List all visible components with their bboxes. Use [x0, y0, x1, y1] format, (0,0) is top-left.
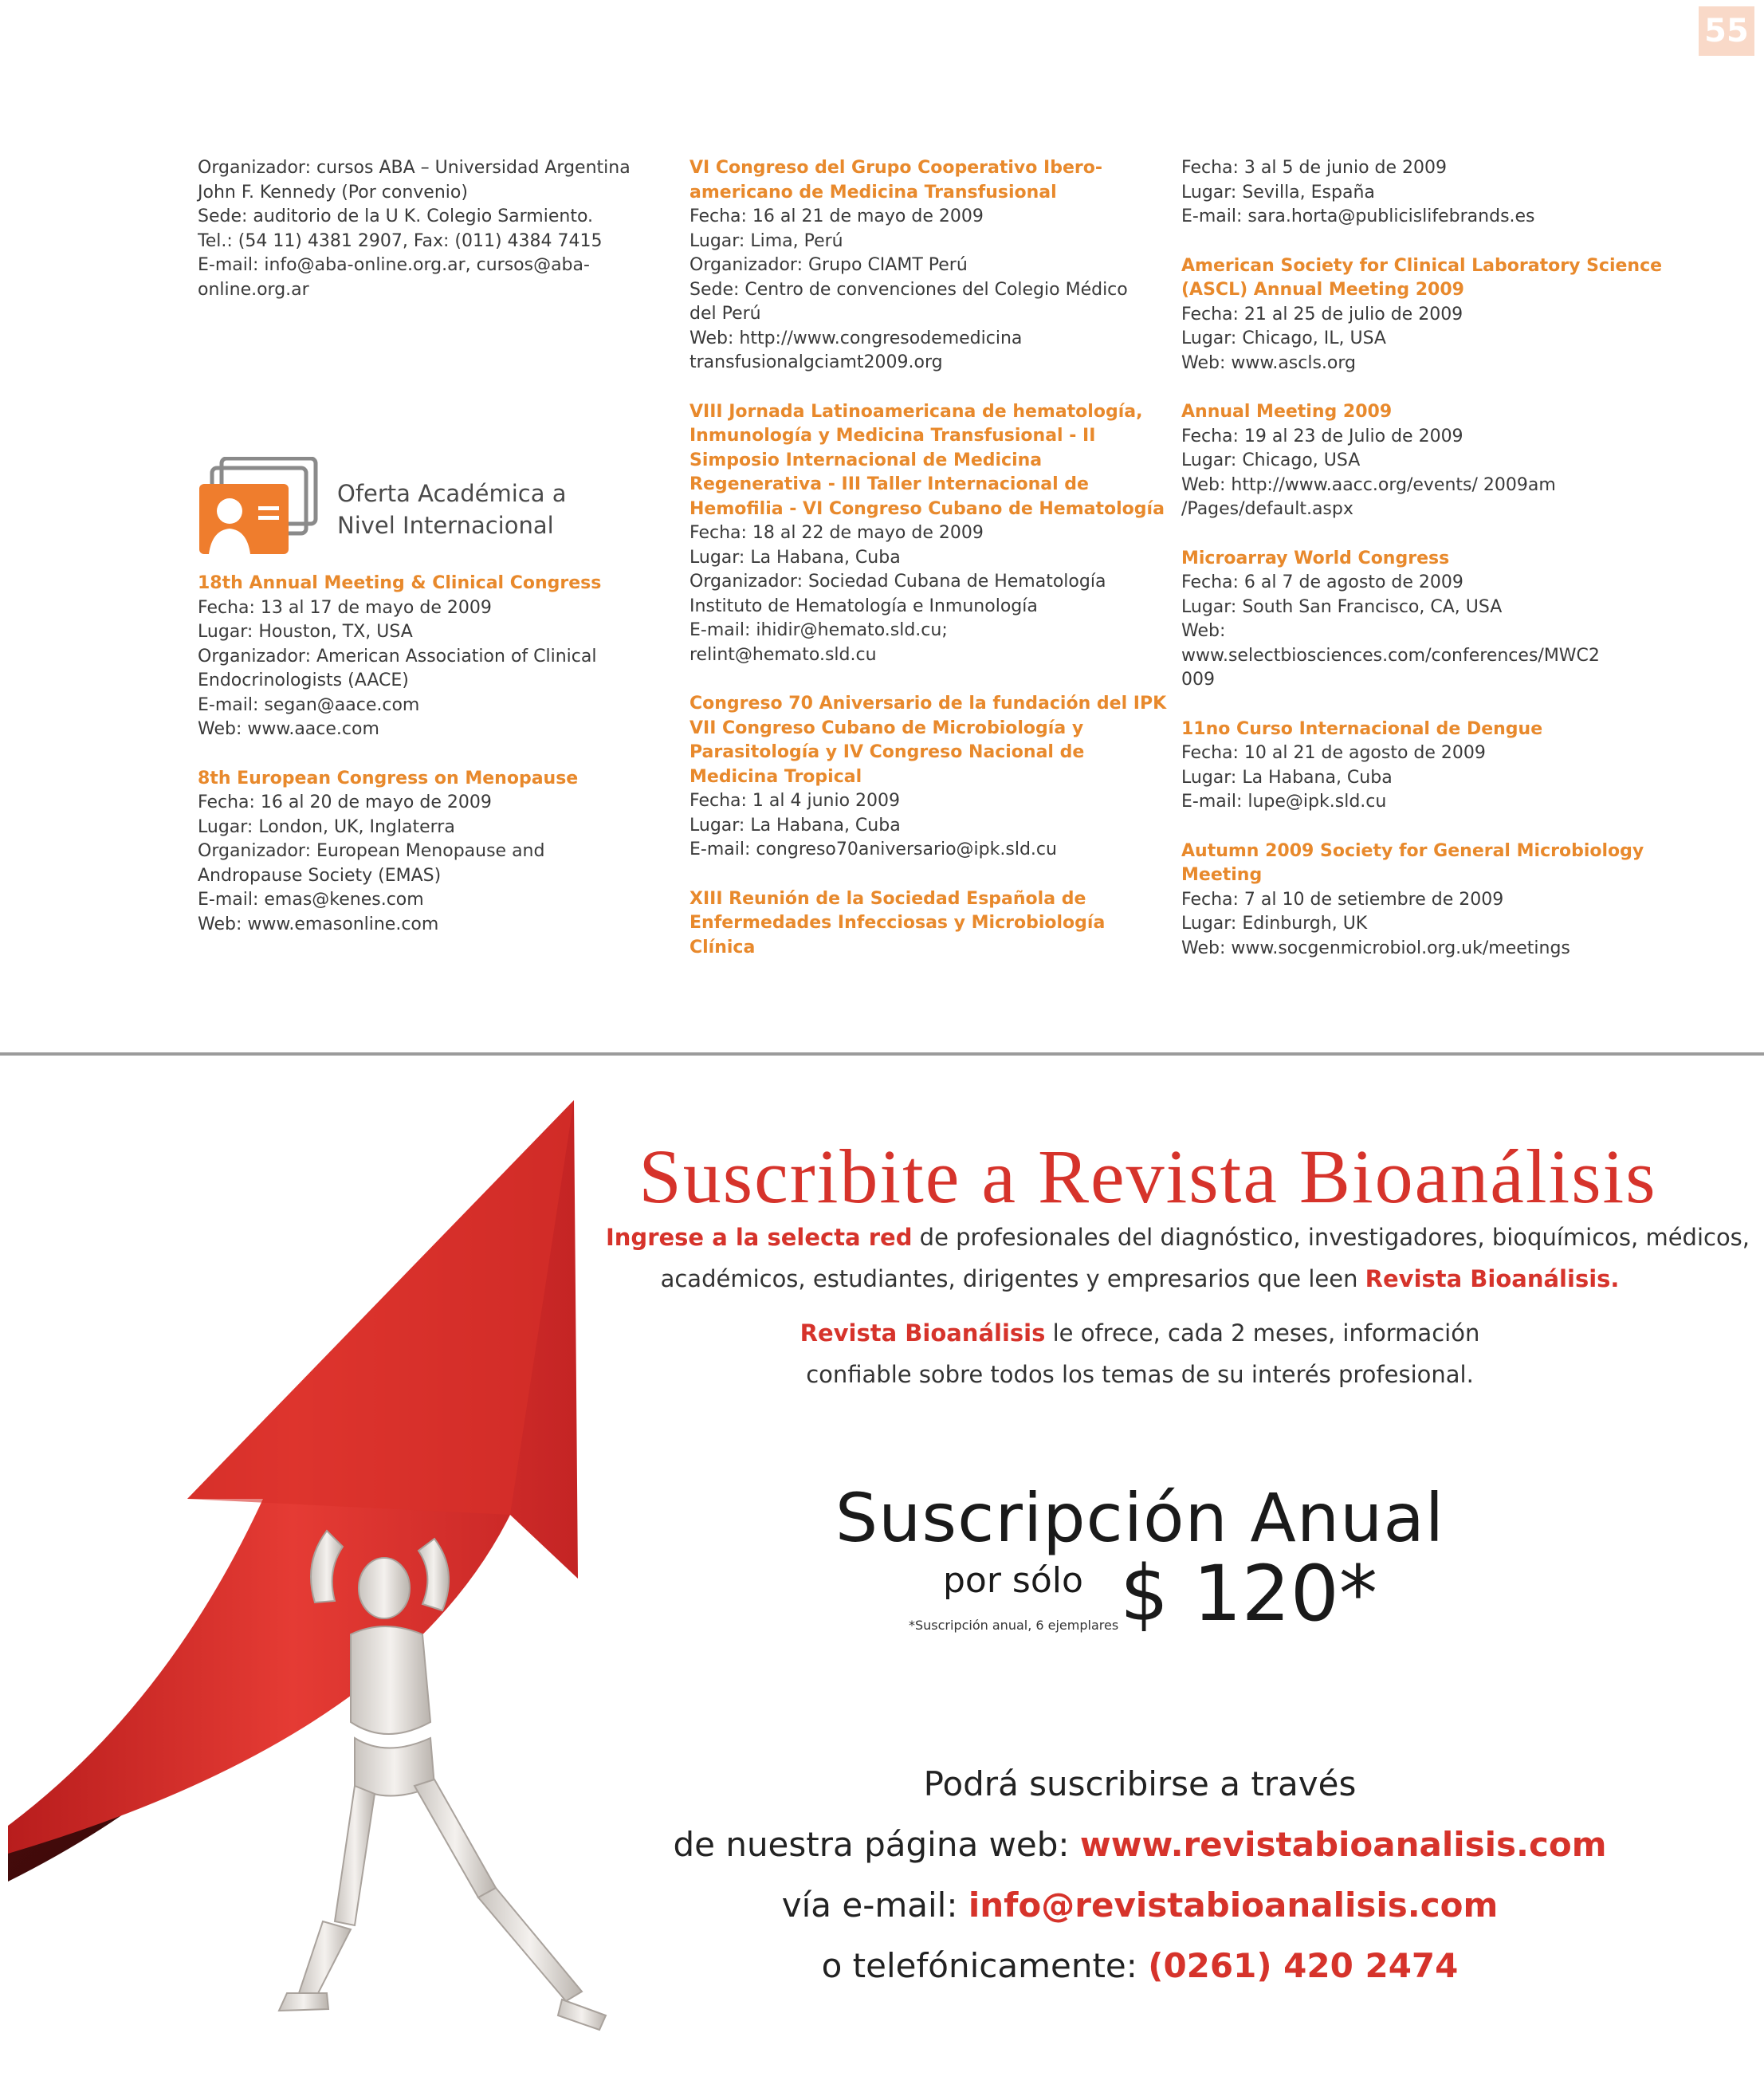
intro-line: Organizador: cursos ABA – Universidad Argentina	[198, 158, 631, 178]
ad-text-3: le ofrece, cada 2 meses, información	[1045, 1319, 1480, 1347]
event-detail: Lugar: Sevilla, España	[1181, 182, 1375, 203]
event-title: American Society for Clinical Laboratory Science	[1181, 255, 1663, 276]
event-detail: Lugar: South San Francisco, CA, USA	[1181, 596, 1503, 617]
ad-text-2: académicos, estudiantes, dirigentes y empresarios que leen	[660, 1265, 1365, 1292]
event-entry	[1181, 718, 1628, 815]
event-detail: Fecha: 1 al 4 junio 2009	[689, 791, 901, 811]
page-number: 55	[1699, 6, 1754, 56]
intro-line: John F. Kennedy (Por convenio)	[198, 182, 468, 203]
event-detail: Lugar: La Habana, Cuba	[1181, 767, 1393, 788]
offer-line-1: Oferta Académica a	[337, 480, 567, 507]
event-detail: 009	[1181, 670, 1215, 690]
event-title: Hemofilia - VI Congreso Cubano de Hematología	[689, 498, 1165, 519]
event-detail: relint@hemato.sld.cu	[689, 644, 877, 665]
ad-headline: Suscribite a Revista Bioanálisis	[638, 1134, 1657, 1219]
event-detail: Andropause Society (EMAS)	[198, 865, 442, 886]
event-title: americano de Medicina Transfusional	[689, 182, 1057, 203]
event-title: Congreso 70 Aniversario de la fundación del IPK	[689, 694, 1167, 714]
event-detail: Fecha: 19 al 23 de Julio de 2009	[1181, 426, 1463, 446]
event-detail: Fecha: 13 al 17 de mayo de 2009	[198, 597, 492, 618]
event-detail: Organizador: European Menopause and	[198, 841, 545, 861]
event-detail: Lugar: Chicago, USA	[1181, 450, 1361, 470]
event-detail: www.selectbiosciences.com/conferences/MWC2	[1181, 645, 1600, 666]
event-title: Parasitología y IV Congreso Nacional de	[689, 742, 1085, 762]
event-detail: Lugar: La Habana, Cuba	[689, 547, 901, 568]
contact-email-link[interactable]: info@revistabioanalisis.com	[968, 1886, 1499, 1925]
event-detail: Web: www.aace.com	[198, 719, 379, 739]
event-title: Enfermedades Infecciosas y Microbiología	[689, 913, 1106, 933]
event-entry	[198, 767, 644, 938]
event-entry	[1181, 254, 1663, 376]
ad-highlight-1: Ingrese a la selecta red	[606, 1224, 913, 1251]
event-detail: Endocrinologists (AACE)	[198, 670, 409, 690]
event-title: Simposio Internacional de Medicina	[689, 450, 1043, 470]
intro-line: Sede: auditorio de la U K. Colegio Sarmiento.	[198, 206, 594, 226]
contact-phone-label: o telefónicamente:	[821, 1946, 1149, 1985]
academic-offer-heading	[198, 457, 612, 560]
event-detail: Fecha: 16 al 21 de mayo de 2009	[689, 206, 984, 226]
event-detail: Sede: Centro de convenciones del Colegio Médico	[689, 279, 1128, 300]
event-title: VI Congreso del Grupo Cooperativo Ibero-	[689, 158, 1102, 178]
event-title: Medicina Tropical	[689, 766, 862, 787]
event-detail: Fecha: 3 al 5 de junio de 2009	[1181, 158, 1448, 178]
event-title: 11no Curso Internacional de Dengue	[1181, 718, 1543, 739]
event-detail: Web: http://www.congresodemedicina	[689, 328, 1023, 348]
intro-line: E-mail: info@aba-online.org.ar, cursos@aba-	[198, 255, 590, 275]
event-detail: Fecha: 10 al 21 de agosto de 2009	[1181, 743, 1486, 763]
arrow-mannequin-illustration	[0, 1084, 654, 2092]
contact-info	[606, 1754, 1674, 1996]
event-detail: E-mail: lupe@ipk.sld.cu	[1181, 792, 1387, 812]
event-entry	[198, 572, 644, 742]
event-title: Microarray World Congress	[1181, 548, 1450, 568]
event-entry	[689, 400, 1165, 668]
event-detail: Web: http://www.aacc.org/events/ 2009am	[1181, 474, 1556, 495]
event-entry	[689, 156, 1136, 376]
event-entry	[1181, 400, 1628, 522]
contact-web-label: de nuestra página web:	[673, 1825, 1080, 1864]
event-detail: /Pages/default.aspx	[1181, 499, 1353, 519]
contact-email-label: vía e-mail:	[781, 1886, 968, 1925]
column-2-events	[689, 156, 1167, 985]
column-3-events	[1181, 156, 1663, 985]
event-title: 18th Annual Meeting & Clinical Congress	[198, 573, 602, 593]
subscription-por-solo: por sólo	[943, 1560, 1083, 1601]
event-title: Clínica	[689, 937, 756, 958]
subscription-title: Suscripción Anual	[835, 1479, 1445, 1557]
event-entry	[689, 692, 1167, 863]
event-title: VIII Jornada Latinoamericana de hematología,	[689, 401, 1143, 422]
event-title: 8th European Congress on Menopause	[198, 768, 579, 788]
offer-line-2: Nivel Internacional	[337, 512, 554, 539]
event-detail: Organizador: American Association of Clinical	[198, 646, 597, 667]
ad-text-4: confiable sobre todos los temas de su interés profesional.	[806, 1361, 1474, 1388]
event-detail: Lugar: Houston, TX, USA	[198, 622, 413, 642]
event-title: Annual Meeting 2009	[1181, 402, 1393, 422]
event-detail: Organizador: Sociedad Cubana de Hematología	[689, 572, 1106, 592]
subscription-price-row	[877, 1549, 1594, 1646]
ad-text-1: de profesionales del diagnóstico, investigadores, bioquímicos, médicos,	[912, 1224, 1750, 1251]
event-title: Regenerativa - III Taller Internacional de	[689, 474, 1089, 494]
event-detail: Fecha: 7 al 10 de setiembre de 2009	[1181, 889, 1504, 910]
event-detail: E-mail: segan@aace.com	[198, 694, 420, 715]
event-detail: E-mail: emas@kenes.com	[198, 890, 424, 910]
section-divider	[0, 1052, 1764, 1056]
event-title: Meeting	[1181, 865, 1263, 885]
event-detail: Lugar: Lima, Perú	[689, 230, 843, 251]
event-detail: Fecha: 21 al 25 de julio de 2009	[1181, 304, 1463, 324]
ad-highlight-3: Revista Bioanálisis	[799, 1319, 1046, 1347]
event-entry	[689, 887, 1136, 961]
ad-description	[606, 1217, 1750, 1395]
event-detail: Fecha: 16 al 20 de mayo de 2009	[198, 792, 492, 812]
intro-line: online.org.ar	[198, 279, 309, 300]
event-detail: Organizador: Grupo CIAMT Perú	[689, 255, 968, 275]
event-detail: Fecha: 18 al 22 de mayo de 2009	[689, 523, 984, 543]
event-detail: Lugar: London, UK, Inglaterra	[198, 816, 455, 837]
event-detail: Web:	[1181, 621, 1226, 641]
column-1-intro	[198, 156, 644, 302]
subscription-note: *Suscripción anual, 6 ejemplares	[909, 1618, 1119, 1633]
event-detail: transfusionalgciamt2009.org	[689, 352, 943, 372]
event-title: Inmunología y Medicina Transfusional - II	[689, 426, 1096, 446]
event-entry	[1181, 547, 1628, 693]
event-detail: Lugar: Edinburgh, UK	[1181, 914, 1368, 934]
event-detail: Web: www.socgenmicrobiol.org.uk/meetings	[1181, 938, 1570, 958]
presentation-icon	[198, 457, 319, 557]
column-1-events	[198, 572, 644, 961]
event-detail: E-mail: sara.horta@publicislifebrands.es	[1181, 206, 1535, 226]
event-detail: Web: www.emasonline.com	[198, 914, 439, 934]
event-detail: Fecha: 6 al 7 de agosto de 2009	[1181, 572, 1463, 592]
subscription-price: $ 120*	[1120, 1549, 1377, 1638]
event-title: (ASCL) Annual Meeting 2009	[1181, 280, 1464, 300]
event-detail: Lugar: La Habana, Cuba	[689, 815, 901, 836]
event-detail: Web: www.ascls.org	[1181, 352, 1357, 373]
event-detail: E-mail: congreso70aniversario@ipk.sld.cu	[689, 840, 1057, 859]
ad-highlight-2: Revista Bioanálisis.	[1365, 1265, 1620, 1292]
event-detail: Instituto de Hematología e Inmunología	[689, 596, 1038, 616]
event-title: Autumn 2009 Society for General Microbiology	[1181, 840, 1644, 861]
event-title: VII Congreso Cubano de Microbiología y	[689, 718, 1084, 738]
event-title: XIII Reunión de la Sociedad Española de	[689, 888, 1086, 909]
contact-intro: Podrá suscribirse a través	[923, 1764, 1357, 1803]
contact-phone-number[interactable]: (0261) 420 2474	[1148, 1946, 1459, 1985]
contact-web-link[interactable]: www.revistabioanalisis.com	[1079, 1825, 1607, 1864]
event-detail: Lugar: Chicago, IL, USA	[1181, 328, 1386, 348]
event-entry	[1181, 156, 1628, 230]
event-detail: E-mail: ihidir@hemato.sld.cu;	[689, 620, 948, 640]
event-entry	[1181, 840, 1644, 961]
event-detail: del Perú	[689, 304, 761, 324]
intro-line: Tel.: (54 11) 4381 2907, Fax: (011) 4384 7415	[198, 230, 603, 251]
